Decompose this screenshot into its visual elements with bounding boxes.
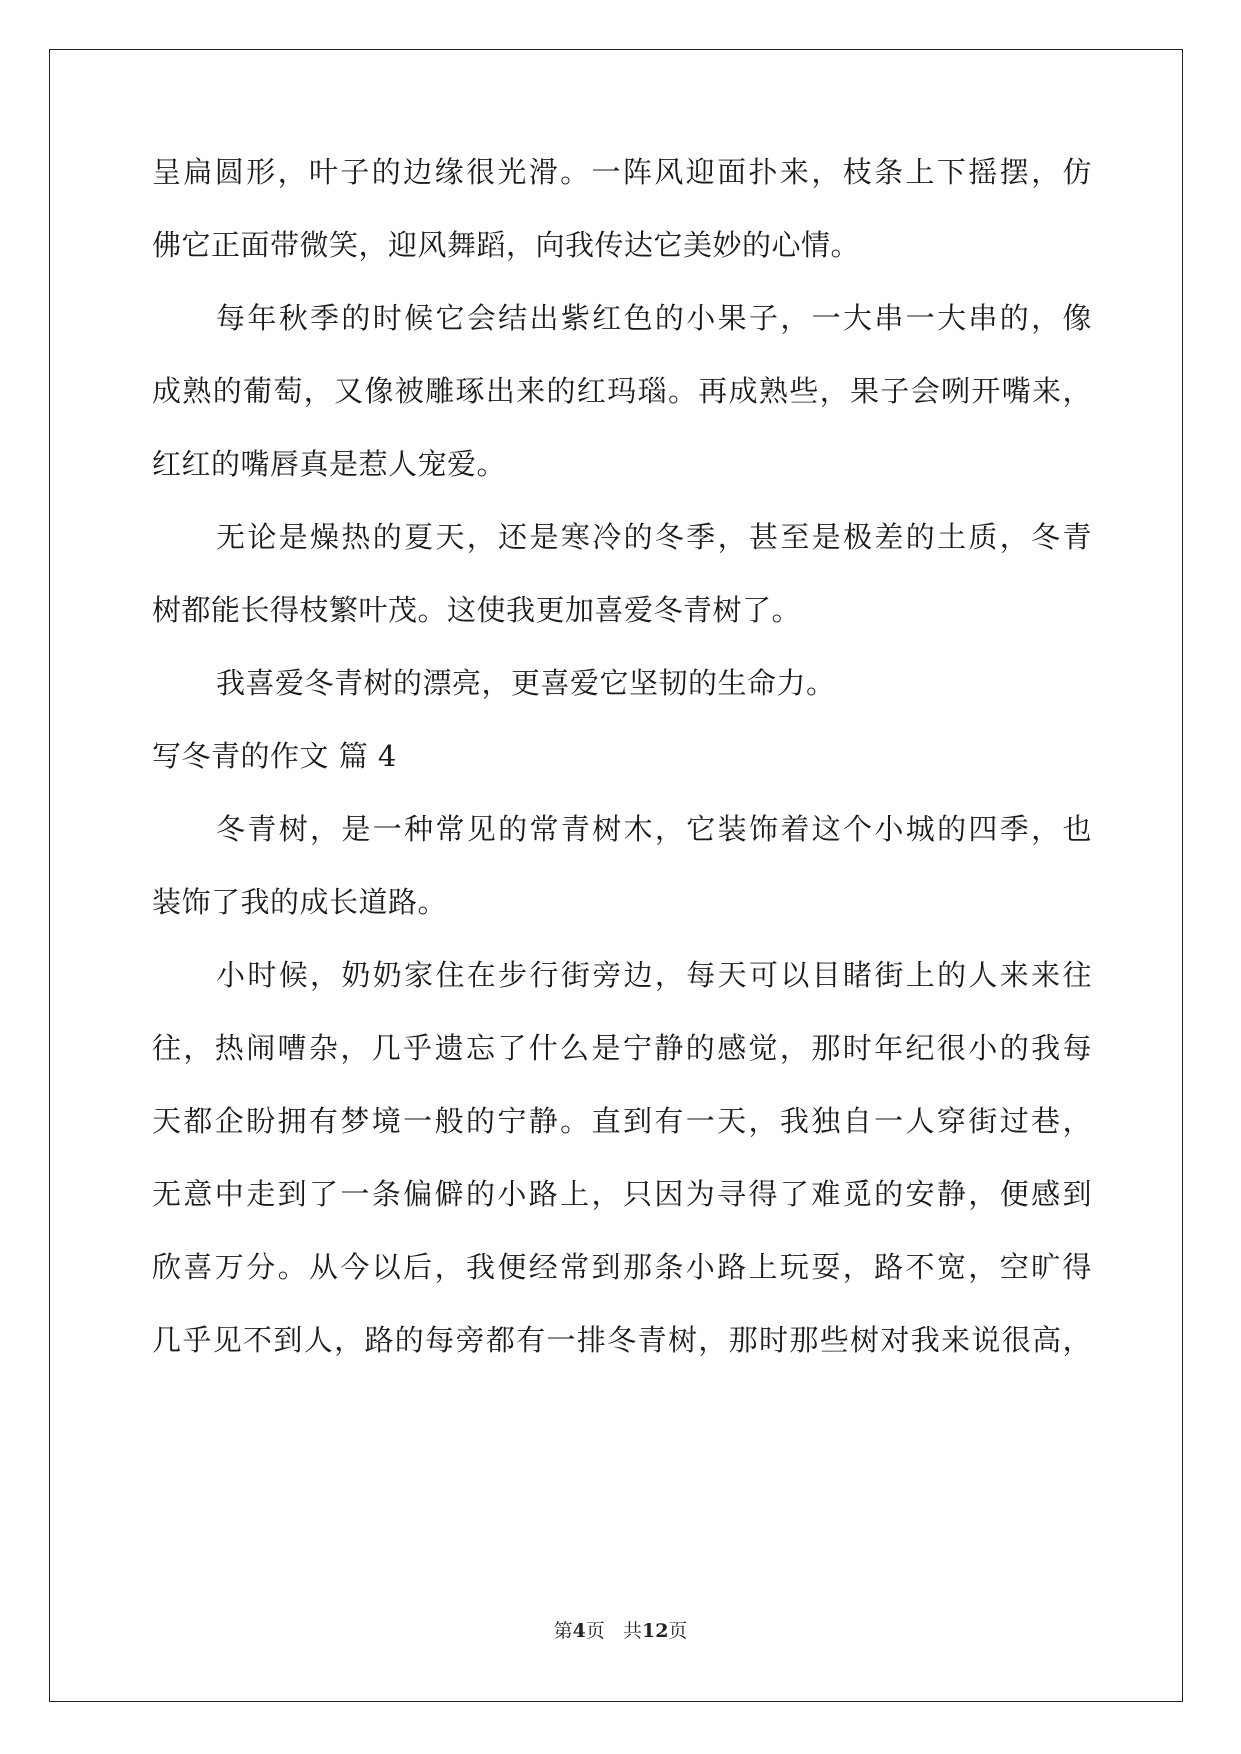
paragraph-line: 呈扁圆形，叶子的边缘很光滑。一阵风迎面扑来，枝条上下摇摆，仿 [152,155,1092,189]
page-number: 4 [572,1620,586,1642]
paragraph-line: 欣喜万分。从今以后，我便经常到那条小路上玩耍，路不宽，空旷得 [152,1250,1092,1284]
paragraph-line: 树都能长得枝繁叶茂。这使我更加喜爱冬青树了。 [152,593,802,627]
paragraph-line: 无论是燥热的夏天，还是寒冷的冬季，甚至是极差的土质，冬青 [216,520,1092,554]
paragraph-line: 天都企盼拥有梦境一般的宁静。直到有一天，我独自一人穿街过巷， [152,1104,1092,1138]
page-footer [0,1616,1241,1643]
paragraph-line: 装饰了我的成长道路。 [152,885,448,919]
paragraph-line: 每年秋季的时候它会结出紫红色的小果子，一大串一大串的，像 [216,301,1092,335]
total-pages: 12 [641,1620,669,1642]
paragraph-line: 无意中走到了一条偏僻的小路上，只因为寻得了难觅的安静，便感到 [152,1177,1092,1211]
paragraph-line: 往，热闹嘈杂，几乎遗忘了什么是宁静的感觉，那时年纪很小的我每 [152,1031,1092,1065]
section-heading: 写冬青的作文 篇 4 [152,739,397,773]
total-prefix: 共 [622,1620,642,1642]
page-prefix: 第 [553,1620,573,1642]
paragraph-line: 成熟的葡萄，又像被雕琢出来的红玛瑙。再成熟些，果子会咧开嘴来， [152,374,1092,408]
paragraph-line: 小时候，奶奶家住在步行街旁边，每天可以目睹街上的人来来往 [216,958,1092,992]
page-border [49,49,1183,1702]
paragraph-line: 红红的嘴唇真是惹人宠爱。 [152,447,507,481]
paragraph-line: 我喜爱冬青树的漂亮，更喜爱它坚韧的生命力。 [216,666,836,700]
page-suffix: 页 [585,1620,605,1642]
paragraph-line: 冬青树，是一种常见的常青树木，它装饰着这个小城的四季，也 [216,812,1092,846]
paragraph-line: 佛它正面带微笑，迎风舞蹈，向我传达它美妙的心情。 [152,228,861,262]
total-suffix: 页 [668,1620,688,1642]
paragraph-line: 几乎见不到人，路的每旁都有一排冬青树，那时那些树对我来说很高， [152,1323,1092,1357]
